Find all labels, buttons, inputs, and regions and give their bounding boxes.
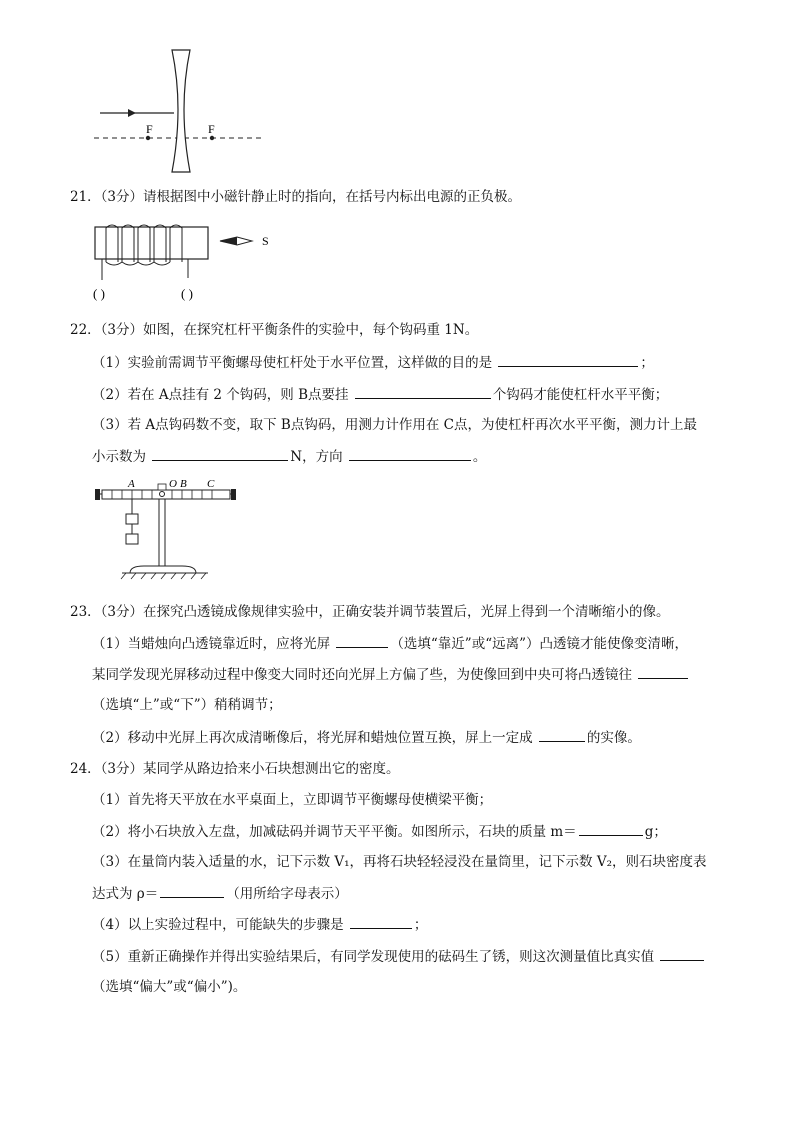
q23-p2-text: （2）移动中光屏上再次成清晰像后，将光屏和蜡烛位置互换，屏上一定成 [92,730,533,746]
q23-part1 [92,634,794,653]
q23-p2-answer-blank[interactable] [539,728,585,742]
bracket-left: ( ) [93,286,105,301]
q23-stem: 23．（3分）在探究凸透镜成像规律实验中，正确安装并调节装置后，光屏上得到一个清晰缩小的像。 [70,604,670,620]
q24-part5 [92,947,794,966]
focal-label-right: F [208,122,215,136]
solenoid-figure [92,222,292,306]
q22-part3-line1: （3）若 A点钩码数不变，取下 B点钩码，用测力计作用在 C点，为使杠杆再次水平平衡，测力计上最 [92,417,697,433]
q22-part2 [92,385,794,404]
balance-nut-left [95,489,100,500]
q24-part2 [92,822,794,841]
q22-stem: 22．（3分）如图，在探究杠杆平衡条件的实验中，每个钩码重 1N。 [70,322,479,338]
q24-part5-line2: （选填“偏大”或“偏小”)。 [92,979,247,995]
q23-part1-line3: （选填“上”或“下”）稍稍调节； [92,697,282,713]
q22-p3-text: 小示数为 [92,449,146,465]
q24-part1: （1）首先将天平放在水平桌面上，立即调节平衡螺母使横梁平衡； [92,792,493,808]
q22-p1-end: ； [640,355,654,371]
q24-p3-end: （用所给字母表示） [226,886,348,902]
bracket-right: ( ) [181,286,193,301]
stand-base [130,566,196,573]
q24-p4-text: （4）以上实验过程中，可能缺失的步骤是 [92,917,344,933]
q22-p1-text: （1）实验前需调节平衡螺母使杠杆处于水平位置，这样做的目的是 [92,355,493,371]
lever-figure [92,476,242,591]
focal-point-right [210,136,214,140]
q24-part3-line1: （3）在量筒内装入适量的水，记下示数 V₁，再将石块轻轻浸没在量筒里，记下示数 V₂，则石块密度表 [92,854,707,870]
q24-p2-text: （2）将小石块放入左盘，加减砝码并调节天平平衡。如图所示，石块的质量 m＝ [92,824,577,840]
label-a: A [128,478,135,490]
q23-part1-line2 [92,665,794,684]
label-c: C [207,478,215,490]
q22-p3-direction-blank[interactable] [349,447,471,461]
q24-p2-unit: g； [644,824,667,840]
stand-pole [159,499,165,573]
concave-lens-figure [92,42,267,177]
q24-compare-blank[interactable] [660,947,704,961]
focal-point-left [146,136,150,140]
balance-nut-right [231,489,236,500]
q24-part3-line2 [92,884,794,903]
q24-p4-end: ； [413,917,428,933]
q22-p2-answer-blank[interactable] [355,385,491,399]
q23-p1-line2-text: 某同学发现光屏移动过程中像变大同时还向光屏上方偏了些，为使像回到中央可将凸透镜往 [92,667,632,683]
q24-step-blank[interactable] [350,915,412,929]
label-o: O [169,478,177,490]
q22-p2-text: （2）若在 A点挂有 2 个钩码，则 B点要挂 [92,387,349,403]
q23-p1-direction-blank[interactable] [638,665,688,679]
q23-p2-end: 的实像。 [586,730,641,746]
q22-p3-end: 。 [472,449,487,465]
q24-p5-text: （5）重新正确操作并得出实验结果后，有同学发现使用的砝码生了锈，则这次测量值比真实值 [92,949,655,965]
q24-mass-blank[interactable] [579,822,643,836]
concave-lens [172,50,190,172]
q23-p1-end: （选填“靠近”或“远离”）凸透镜才能使像变清晰， [390,636,688,652]
focal-label-left: F [146,122,153,136]
q21-stem: 21．（3分）请根据图中小磁针静止时的指向，在括号内标出电源的正负极。 [70,189,522,205]
q22-p1-answer-blank[interactable] [498,353,638,367]
pivot-o [160,492,165,497]
hook-weight-1 [126,514,138,524]
q22-p2-end: 个钩码才能使杠杆水平平衡； [492,387,669,403]
lever-bar [102,490,230,499]
q22-p3-value-blank[interactable] [152,447,288,461]
ray-arrow-icon [128,109,136,117]
needle-s-label: S [262,234,269,248]
label-b: B [180,478,187,490]
hook-weight-2 [126,534,138,544]
q23-p1-text: （1）当蜡烛向凸透镜靠近时，应将光屏 [92,636,331,652]
q23-p1-answer-blank[interactable] [336,634,388,648]
q24-part4 [92,915,794,934]
q23-part2 [92,728,794,747]
q24-density-blank[interactable] [160,884,224,898]
q22-part1 [92,353,794,372]
q22-part3-line2 [92,447,794,466]
q22-p3-unit: N，方向 [290,449,343,465]
q24-p3-text: 达式为 ρ＝ [92,886,159,902]
q24-stem: 24．（3分）某同学从路边拾来小石块想测出它的密度。 [70,761,400,777]
solenoid-core [95,227,208,259]
